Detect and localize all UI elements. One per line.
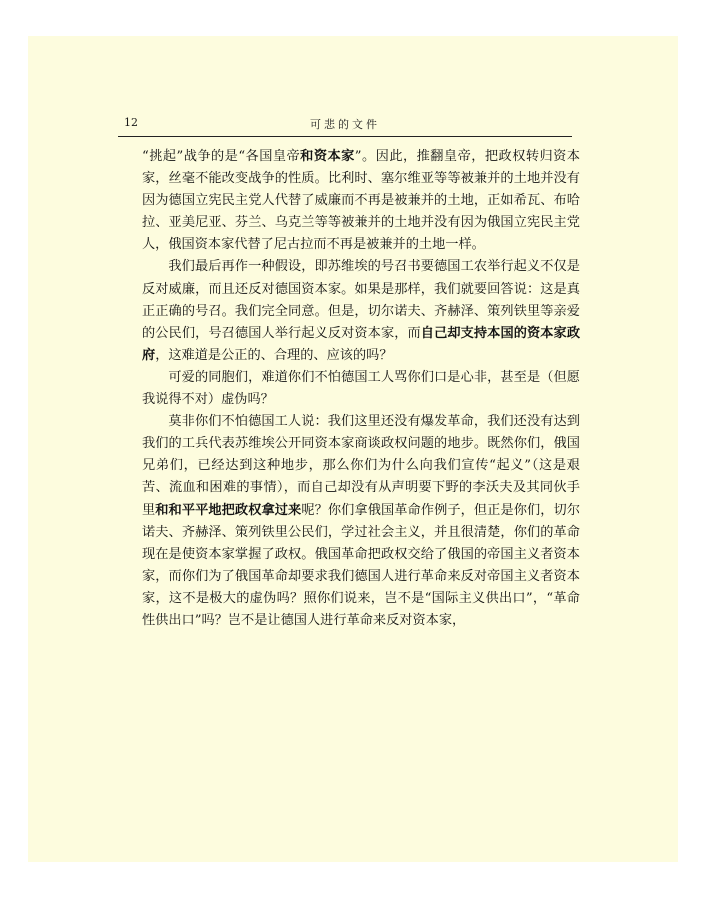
text-segment: 可爱的同胞们，难道你们不怕德国工人骂你们口是心非，甚至是（但愿我说得不对）虚伪吗？	[142, 369, 580, 408]
text-segment: “挑起”战争的是“各国皇帝	[142, 149, 301, 164]
running-title: 可悲的文件	[310, 118, 380, 131]
paragraph	[142, 256, 580, 366]
bold-text-segment: 和和平平地把政权拿过来	[155, 502, 302, 518]
bold-text-segment: 自己却支持本国的资本家政府	[142, 325, 581, 363]
text-segment: 呢？你们拿俄国革命作例子，但正是你们，切尔诺夫、齐赫泽、策列铁里公民们，学过社会主义，并且很清楚，你们的革命现在是使资本家掌握了政权。俄国革命把政权交给了俄国的帝国主义者资本家，而你们为了俄国革命却要求我们德国人进行革命来反对帝国主义者资本家，这不是极大的虚伪吗？照你们说来，岂不是“国际主义供出口”，“革命性供出口”吗？岂不是让德国人进行革命来反对资本家，	[142, 502, 581, 628]
text-segment: ”。因此，推翻皇帝，把政权转归资本家，丝毫不能改变战争的性质。比利时、塞尔维亚等等被兼并的土地并没有因为德国立宪民主党人代替了威廉而不再是被兼并的土地，正如希瓦、布哈拉、亚美尼亚、芬兰、乌克兰等等被兼并的土地并没有因为俄国立宪民主党人，俄国资本家代替了尼古拉而不再是被兼并的土地一样。	[142, 149, 580, 253]
bold-text-segment: 和资本家	[300, 149, 355, 164]
paragraph	[142, 367, 580, 411]
body-text	[142, 146, 580, 632]
text-segment: 我们最后再作一种假设，即苏维埃的号召书要德国工农举行起义不仅是反对威廉，而且还反对德国资本家。如果是那样，我们就要回答说：这是真正正确的号召。我们完全同意。但是，切尔诺夫、齐赫泽、策列铁里等亲爱的公民们，号召德国人举行起义反对资本家，而	[142, 259, 580, 341]
page-header	[118, 114, 572, 137]
paragraph	[142, 411, 580, 632]
page-number: 12	[124, 116, 138, 129]
text-segment: ，这难道是公正的、合理的、应该的吗？	[155, 347, 393, 363]
text-segment: 莫非你们不怕德国工人说：我们这里还没有爆发革命，我们还没有达到我们的工兵代表苏维埃公开同资本家商谈政权问题的地步。既然你们，俄国兄弟们，已经达到这种地步，那么你们为什么向我们宣传“起义”（这是艰苦、流血和困难的事情），而自己却没有从声明要下野的李沃夫及其同伙手里	[142, 414, 580, 518]
paragraph	[142, 146, 580, 256]
